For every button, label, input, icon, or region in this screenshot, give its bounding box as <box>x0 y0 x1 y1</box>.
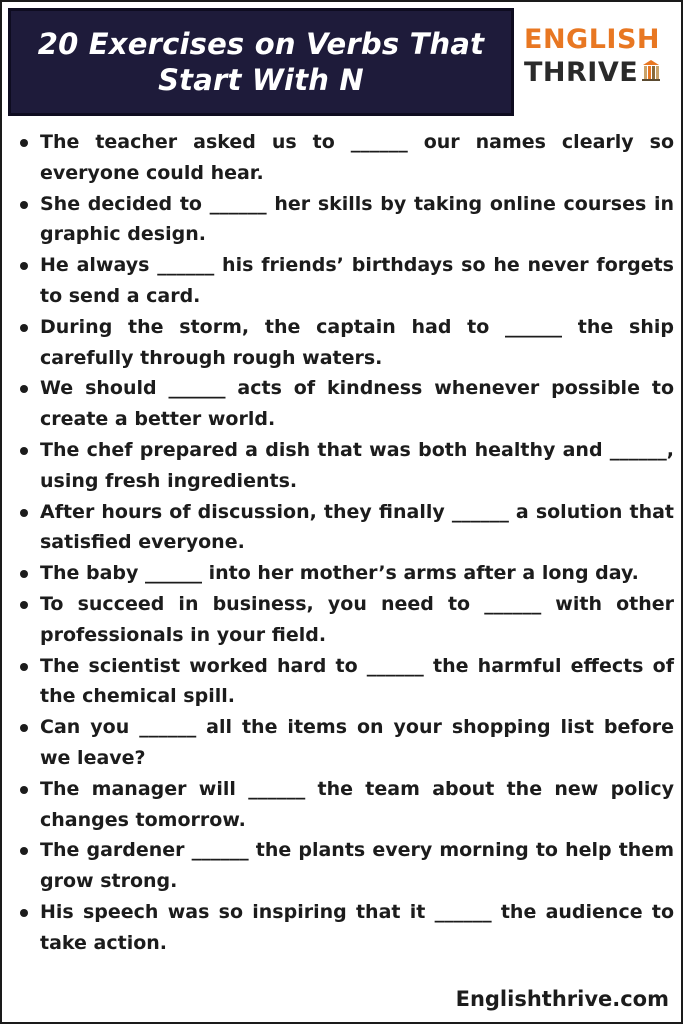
list-item <box>18 897 674 959</box>
logo-word-row <box>524 56 674 90</box>
books-icon <box>641 56 661 90</box>
bullet-icon <box>20 201 28 209</box>
logo-word-thrive: THRIVE <box>524 57 639 88</box>
list-item <box>18 651 674 713</box>
exercise-sentence: The baby ______ into her mother’s arms after a long day. <box>40 562 639 585</box>
exercise-sentence: To succeed in business, you need to ______ with other professionals in your field. <box>40 592 674 646</box>
bullet-icon <box>20 262 28 270</box>
exercise-sentence: After hours of discussion, they finally ______ a solution that satisfied everyone. <box>40 500 674 554</box>
bullet-icon <box>20 570 28 578</box>
exercise-sentence: She decided to ______ her skills by taking online courses in graphic design. <box>40 192 674 246</box>
bullet-icon <box>20 324 28 332</box>
exercise-sentence: We should ______ acts of kindness whenever possible to create a better world. <box>40 377 674 431</box>
bullet-icon <box>20 509 28 517</box>
exercise-sentence: The scientist worked hard to ______ the harmful effects of the chemical spill. <box>40 654 674 708</box>
title-line-1: 20 Exercises on Verbs That <box>37 27 485 61</box>
list-item <box>18 835 674 897</box>
list-item <box>18 373 674 435</box>
list-item <box>18 712 674 774</box>
exercise-sentence: He always ______ his friends’ birthdays so he never forgets to send a card. <box>40 254 674 307</box>
exercise-sentence: The manager will ______ the team about the new policy changes tomorrow. <box>40 777 674 831</box>
title-banner <box>8 8 514 116</box>
list-item <box>18 589 674 651</box>
bullet-icon <box>20 601 28 609</box>
bullet-icon <box>20 847 28 855</box>
website-footer: Englishthrive.com <box>455 987 669 1011</box>
bullet-icon <box>20 385 28 393</box>
bullet-icon <box>20 447 28 455</box>
exercise-sentence: During the storm, the captain had to ______ the ship carefully through rough waters. <box>40 315 674 369</box>
list-item <box>18 774 674 836</box>
list-item <box>18 497 674 559</box>
bullet-icon <box>20 909 28 917</box>
list-item <box>18 558 674 589</box>
list-item <box>18 127 674 189</box>
exercise-sentence: The gardener ______ the plants every morning to help them grow strong. <box>40 839 674 893</box>
exercise-sentence: His speech was so inspiring that it ______ the audience to take action. <box>40 900 674 954</box>
list-item <box>18 250 674 312</box>
list-item <box>18 312 674 374</box>
exercise-list <box>18 127 674 959</box>
brand-logo <box>524 24 674 104</box>
bullet-icon <box>20 139 28 147</box>
list-item <box>18 189 674 251</box>
exercise-sentence: The teacher asked us to ______ our names clearly so everyone could hear. <box>40 131 674 184</box>
bullet-icon <box>20 786 28 794</box>
exercise-sentence: The chef prepared a dish that was both healthy and ______, using fresh ingredients. <box>40 438 674 492</box>
list-item <box>18 435 674 497</box>
page-title <box>38 26 485 98</box>
bullet-icon <box>20 724 28 732</box>
exercise-sentence: Can you ______ all the items on your shopping list before we leave? <box>40 716 674 769</box>
title-line-2: Start With N <box>158 63 364 97</box>
logo-word-english: ENGLISH <box>524 24 660 55</box>
bullet-icon <box>20 663 28 671</box>
